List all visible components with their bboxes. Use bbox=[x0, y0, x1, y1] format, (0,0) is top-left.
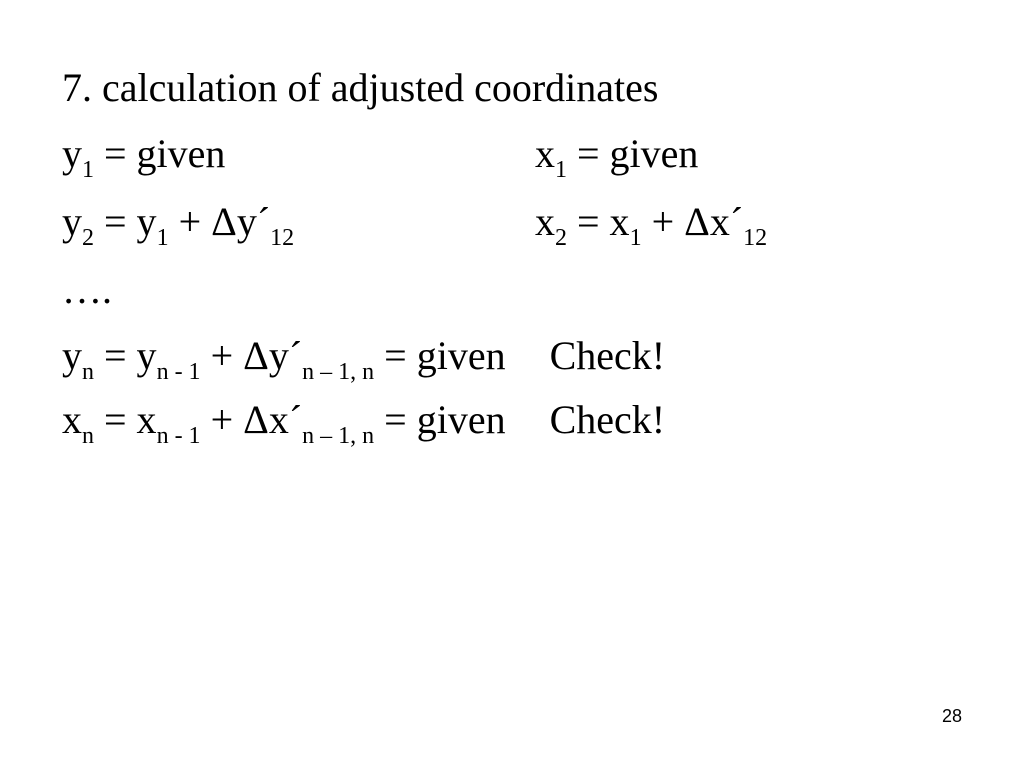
slide-title: 7. calculation of adjusted coordinates bbox=[62, 65, 659, 110]
equation-equals: = y bbox=[94, 333, 157, 378]
equation-xn bbox=[62, 396, 665, 450]
equation-rest: = given bbox=[567, 131, 699, 176]
equation-y1 bbox=[62, 130, 225, 184]
check-label: Check! bbox=[549, 397, 666, 442]
check-label: Check! bbox=[549, 333, 666, 378]
equation-equals: = y bbox=[94, 199, 157, 244]
equation-delta: + Δy´ bbox=[168, 199, 271, 244]
equation-variable: x bbox=[62, 397, 82, 442]
equation-x2 bbox=[535, 198, 767, 252]
equation-variable: y bbox=[62, 333, 82, 378]
equation-rest: = given bbox=[374, 397, 506, 442]
equation-variable: x bbox=[535, 131, 555, 176]
equation-delta: + Δy´ bbox=[200, 333, 303, 378]
equation-subscript: 12 bbox=[743, 225, 768, 251]
equation-yn bbox=[62, 332, 665, 386]
equation-subscript: 1 bbox=[629, 225, 642, 251]
equation-delta: + Δx´ bbox=[641, 199, 744, 244]
equation-subscript: 1 bbox=[156, 225, 169, 251]
equation-rest: = given bbox=[94, 131, 226, 176]
equation-subscript: n - 1 bbox=[156, 359, 201, 385]
equation-subscript: n – 1, n bbox=[302, 423, 375, 449]
equation-subscript: 12 bbox=[270, 225, 295, 251]
equation-subscript: n bbox=[82, 423, 94, 449]
equation-subscript: 2 bbox=[82, 225, 94, 251]
equation-equals: = x bbox=[567, 199, 630, 244]
equation-subscript: 1 bbox=[82, 157, 94, 183]
ellipsis: …. bbox=[62, 267, 112, 312]
equation-subscript: 1 bbox=[555, 157, 567, 183]
equation-variable: y bbox=[62, 131, 82, 176]
equation-subscript: n - 1 bbox=[156, 423, 201, 449]
equation-subscript: 2 bbox=[555, 225, 567, 251]
equation-x1 bbox=[535, 130, 698, 184]
equation-subscript: n – 1, n bbox=[302, 359, 375, 385]
equation-subscript: n bbox=[82, 359, 94, 385]
equation-y2 bbox=[62, 198, 294, 252]
equation-rest: = given bbox=[374, 333, 506, 378]
equation-delta: + Δx´ bbox=[200, 397, 303, 442]
equation-variable: x bbox=[535, 199, 555, 244]
equation-variable: y bbox=[62, 199, 82, 244]
page-number: 28 bbox=[941, 706, 962, 726]
equation-equals: = x bbox=[94, 397, 157, 442]
